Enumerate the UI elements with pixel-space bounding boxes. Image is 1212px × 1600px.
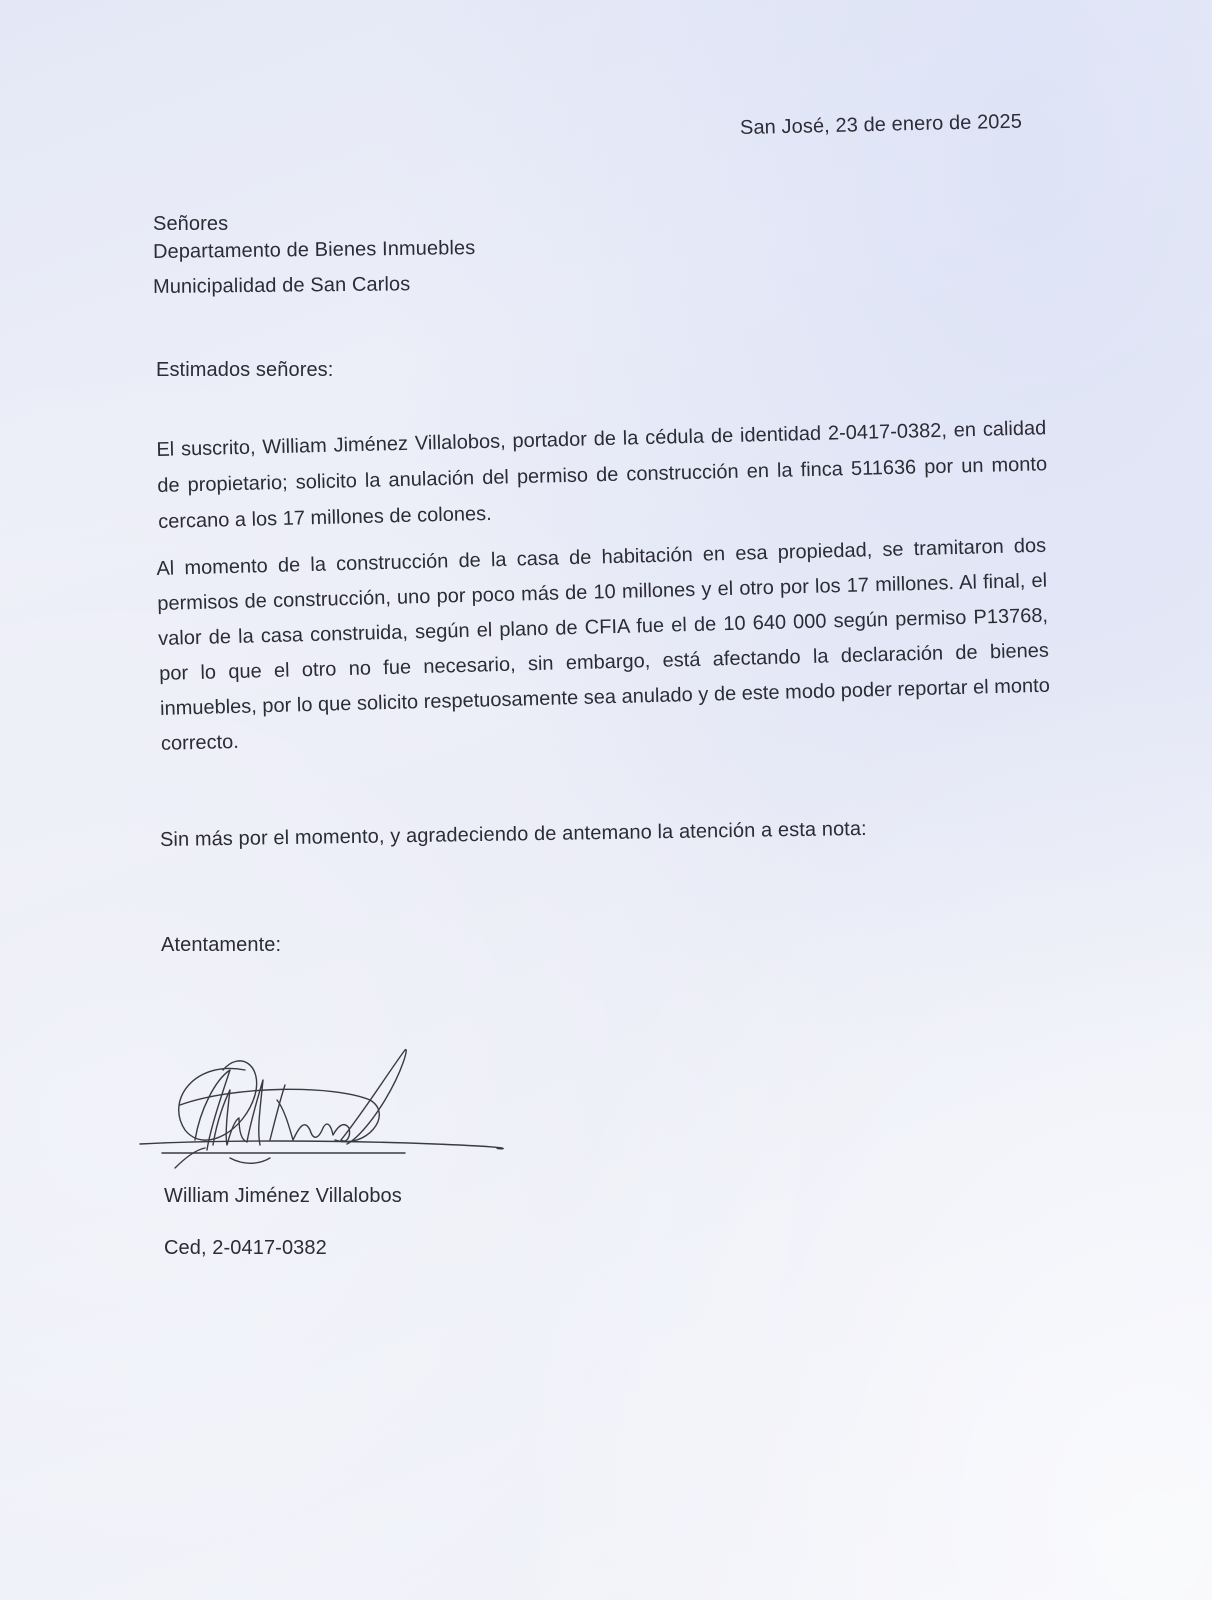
salutation: Estimados señores:	[156, 359, 334, 381]
closing-line: Sin más por el momento, y agradeciendo de antemano la atención a esta nota:	[159, 817, 867, 851]
signer-id: Ced, 2-0417-0382	[164, 1237, 327, 1259]
recipient-line-3: Municipalidad de San Carlos	[152, 273, 411, 298]
signature-underline	[140, 1141, 503, 1149]
place-date: San José, 23 de enero de 2025	[739, 110, 1023, 139]
sign-off: Atentamente:	[161, 934, 282, 956]
signature-loop-left	[179, 1061, 257, 1140]
recipient-line-2: Departamento de Bienes Inmuebles	[152, 237, 476, 263]
signature-icon	[135, 1040, 505, 1180]
signature-tails	[175, 1148, 270, 1168]
body-paragraph-2: Al momento de la construcción de la casa de habitación en esa propiedad, se tramitaron dos permisos de construcción, uno por poco más de 10 millones y el otro por los 17 millones. Al final, el valor de la casa construida, según el plano de CFIA fue el de 10 640 000 según permiso P13768, por lo que el otro no fue necesario, sin embargo, está afectando la declaración de bienes inmuebles, por lo que solicito respetuosamente sea anulado y de este modo poder reportar el monto correcto.	[156, 534, 1051, 755]
signature-letters-2	[270, 1085, 350, 1141]
body-paragraph-1: El suscrito, William Jiménez Villalobos, portador de la cédula de identidad 2-0417-0382, en calidad de propietario; solicito la anulación del permiso de construcción en la finca 511636 por un monto cercano a los 17 millones de colones.	[156, 417, 1048, 533]
signature-letters-1	[195, 1070, 263, 1150]
recipient-line-1: Señores	[153, 213, 229, 235]
signer-name: William Jiménez Villalobos	[164, 1185, 402, 1207]
